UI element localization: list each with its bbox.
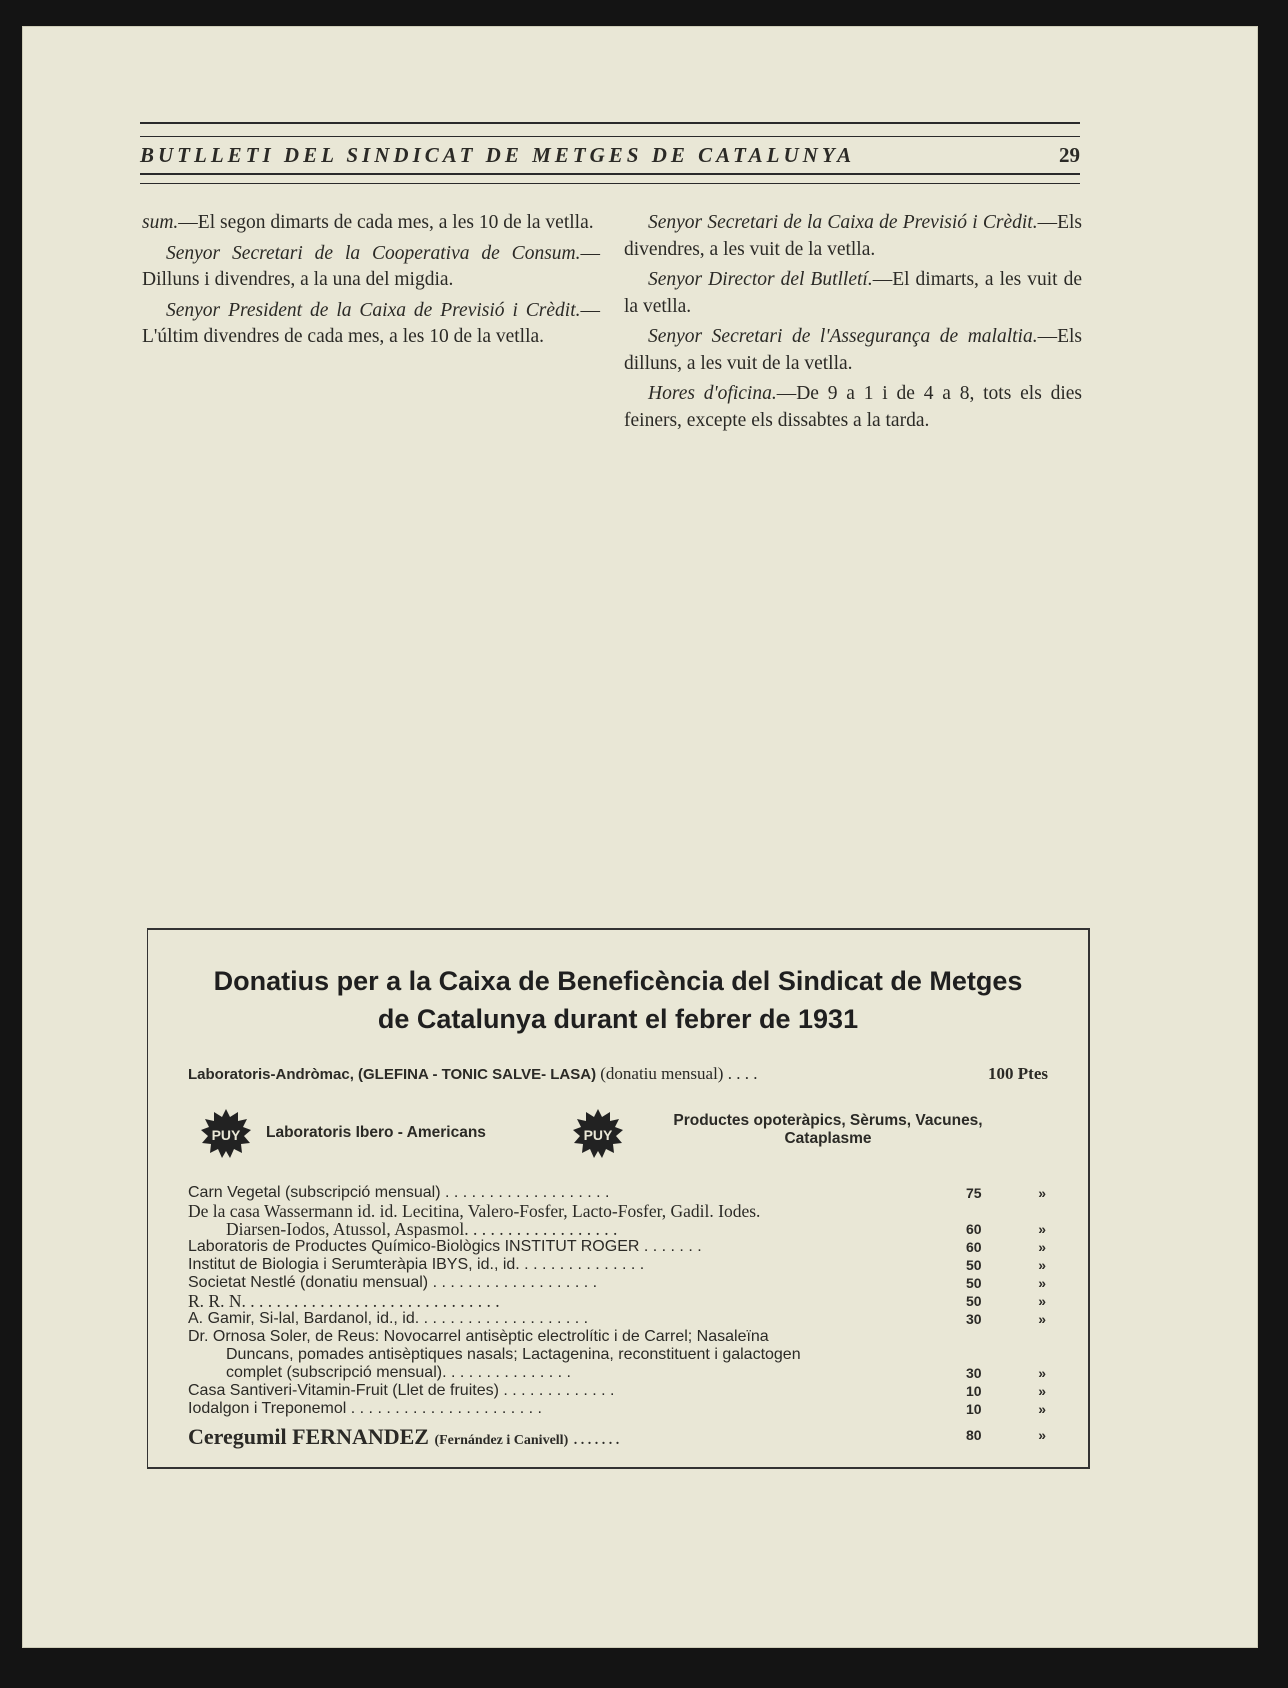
list-item: De la casa Wassermann id. id. Lecitina, Valero-Fosfer, Lacto-Fosfer, Gadil. Iodes.: [188, 1202, 761, 1220]
journal-title: BUTLLETI DEL SINDICAT DE METGES DE CATALUNYA: [140, 143, 856, 167]
paragraph-lead: sum.: [142, 212, 179, 233]
paragraph-text: —Dilluns i divendres, a la una del migdia.: [142, 242, 600, 290]
amount-symbol: »: [1038, 1401, 1046, 1417]
paragraph: [624, 210, 1082, 263]
amount-value: 30: [966, 1365, 982, 1381]
amount-symbol: »: [1038, 1257, 1046, 1273]
donations-title: [148, 962, 1088, 1038]
puy-label-products: Productes opoteràpics, Sèrums, Vacunes, Cataplasme: [673, 1112, 983, 1147]
list-item: Carn Vegetal (subscripció mensual) . . . . . . . . . . . . . . . . . . .: [188, 1184, 610, 1201]
ceregumil-name: Ceregumil FERNANDEZ: [188, 1424, 429, 1449]
amount-row: [966, 1256, 1046, 1274]
list-item: Laboratoris de Productes Químico-Biològics INSTITUT ROGER . . . . . . .: [188, 1238, 702, 1255]
paragraph-lead: Hores d'oficina.: [648, 383, 777, 404]
amount-row: [966, 1382, 1046, 1400]
amount-symbol: »: [1038, 1275, 1046, 1291]
ceregumil-sub: (Fernández i Canivell): [434, 1433, 569, 1448]
list-item: Societat Nestlé (donatiu mensual) . . . . . . . . . . . . . . . . . . .: [188, 1274, 598, 1291]
paragraph-text: —El dimarts, a les vuit de la vetlla.: [624, 269, 1082, 317]
donations-box: [147, 928, 1090, 1469]
amount-value: 50: [966, 1275, 982, 1291]
donation-row-label-group: [188, 1064, 757, 1084]
paragraph: [624, 267, 1082, 320]
paragraph-lead: Senyor Director del Butlletí.: [648, 269, 873, 290]
amount-row: [966, 1364, 1046, 1382]
left-column: [142, 210, 600, 438]
amount-symbol: »: [1038, 1365, 1046, 1381]
header-line: [140, 141, 1080, 169]
header-rule-bottom: [140, 173, 1080, 184]
amount-value: 60: [966, 1221, 982, 1237]
amount-value: 60: [966, 1239, 982, 1255]
amount-value: 80: [966, 1427, 982, 1443]
amount-value: 10: [966, 1401, 982, 1417]
amount-value: 75: [966, 1185, 982, 1201]
paragraph-lead: Senyor President de la Caixa de Previsió i Crèdit.: [166, 299, 581, 321]
donation-row-andromac: [188, 1064, 1048, 1084]
amount-value: 50: [966, 1257, 982, 1273]
amount-symbol: »: [1038, 1221, 1046, 1237]
puy-row: [200, 1108, 1000, 1168]
donation-list: [188, 1184, 948, 1454]
office-hours-columns: [142, 210, 1082, 438]
amount-symbol: »: [1038, 1293, 1046, 1309]
list-item: R. R. N. . . . . . . . . . . . . . . . . . . . . . . . . . . . . .: [188, 1292, 500, 1310]
ceregumil-dots: . . . . . . .: [573, 1433, 620, 1448]
paragraph: [142, 241, 600, 294]
donation-amount: 100 Ptes: [988, 1064, 1048, 1083]
amount-row: [966, 1274, 1046, 1292]
list-item: Iodalgon i Treponemol . . . . . . . . . . . . . . . . . . . . . .: [188, 1400, 542, 1417]
donations-title-line1: Donatius per a la Caixa de Beneficència del Sindicat de Metges: [213, 966, 1023, 996]
paragraph-text: —Els divendres, a les vuit de la vetlla.: [624, 212, 1082, 260]
list-item: A. Gamir, Si-lal, Bardanol, id., id. . . . . . . . . . . . . . . . . . . .: [188, 1310, 589, 1327]
paragraph-text: —Els dilluns, a les vuit de la vetlla.: [624, 326, 1082, 374]
list-item: Dr. Ornosa Soler, de Reus: Novocarrel antisèptic electrolític i de Carrel; Nasaleïna: [188, 1328, 769, 1345]
amount-symbol: »: [1038, 1383, 1046, 1399]
amounts-column: [966, 1184, 1046, 1444]
paragraph-lead: Senyor Secretari de l'Assegurança de malaltia.: [648, 326, 1038, 347]
amount-symbol: »: [1038, 1311, 1046, 1327]
paragraph-text: —L'últim divendres de cada mes, a les 10 de la vetlla.: [142, 299, 600, 347]
list-item: Duncans, pomades antisèptiques nasals; Lactagenina, reconstituent i galactogen: [226, 1346, 801, 1363]
amount-symbol: »: [1038, 1185, 1046, 1201]
amount-row: [966, 1346, 1046, 1364]
amount-row: [966, 1400, 1046, 1418]
puy-label-ibero: Laboratoris Ibero - Americans: [266, 1124, 486, 1141]
page-number: 29: [1059, 143, 1080, 167]
paragraph-text: —De 9 a 1 i de 4 a 8, tots els dies feiners, excepte els dissabtes a la tarda.: [624, 383, 1082, 431]
list-item: Diarsen-Iodos, Atussol, Aspasmol. . . . . . . . . . . . . . . . . .: [226, 1220, 618, 1238]
paragraph: [624, 324, 1082, 377]
puy-badge-icon: [572, 1108, 624, 1160]
header-rule-top: [140, 122, 1080, 137]
donor-name: Laboratoris-Andròmac, (GLEFINA - TONIC SALVE- LASA): [188, 1066, 597, 1083]
svg-text:PUY: PUY: [583, 1127, 613, 1143]
amount-row: [966, 1202, 1046, 1220]
paragraph: [624, 381, 1082, 434]
running-header: [140, 122, 1080, 184]
list-item: Casa Santiveri-Vitamin-Fruit (Llet de fruites) . . . . . . . . . . . . .: [188, 1382, 615, 1399]
amount-value: 50: [966, 1293, 982, 1309]
paragraph-lead: Senyor Secretari de la Caixa de Previsió i Crèdit.: [648, 212, 1038, 233]
amount-row: [966, 1328, 1046, 1346]
list-item-ceregumil: [188, 1424, 948, 1454]
list-item: complet (subscripció mensual). . . . . . . . . . . . . . .: [226, 1364, 571, 1381]
amount-value: 10: [966, 1383, 982, 1399]
amount-row: [966, 1238, 1046, 1256]
amount-row: [966, 1292, 1046, 1310]
amount-symbol: »: [1038, 1239, 1046, 1255]
svg-text:PUY: PUY: [211, 1127, 241, 1143]
puy-badge-icon: [200, 1108, 252, 1160]
paragraph-lead: Senyor Secretari de la Cooperativa de Consum.: [166, 242, 581, 264]
paragraph: [142, 210, 600, 237]
donation-note: (donatiu mensual) . . . .: [600, 1064, 758, 1083]
donations-title-line2: de Catalunya durant el febrer de 1931: [377, 1004, 859, 1034]
list-item: Institut de Biologia i Serumteràpia IBYS, id., id. . . . . . . . . . . . . . .: [188, 1256, 645, 1273]
right-column: [624, 210, 1082, 438]
paragraph-text: —El segon dimarts de cada mes, a les 10 de la vetlla.: [178, 212, 594, 233]
amount-value: 30: [966, 1311, 982, 1327]
amount-row: [966, 1184, 1046, 1202]
paragraph: [142, 298, 600, 351]
amount-row: [966, 1426, 1046, 1444]
amount-row: [966, 1310, 1046, 1328]
amount-symbol: »: [1038, 1427, 1046, 1443]
amount-row: [966, 1220, 1046, 1238]
